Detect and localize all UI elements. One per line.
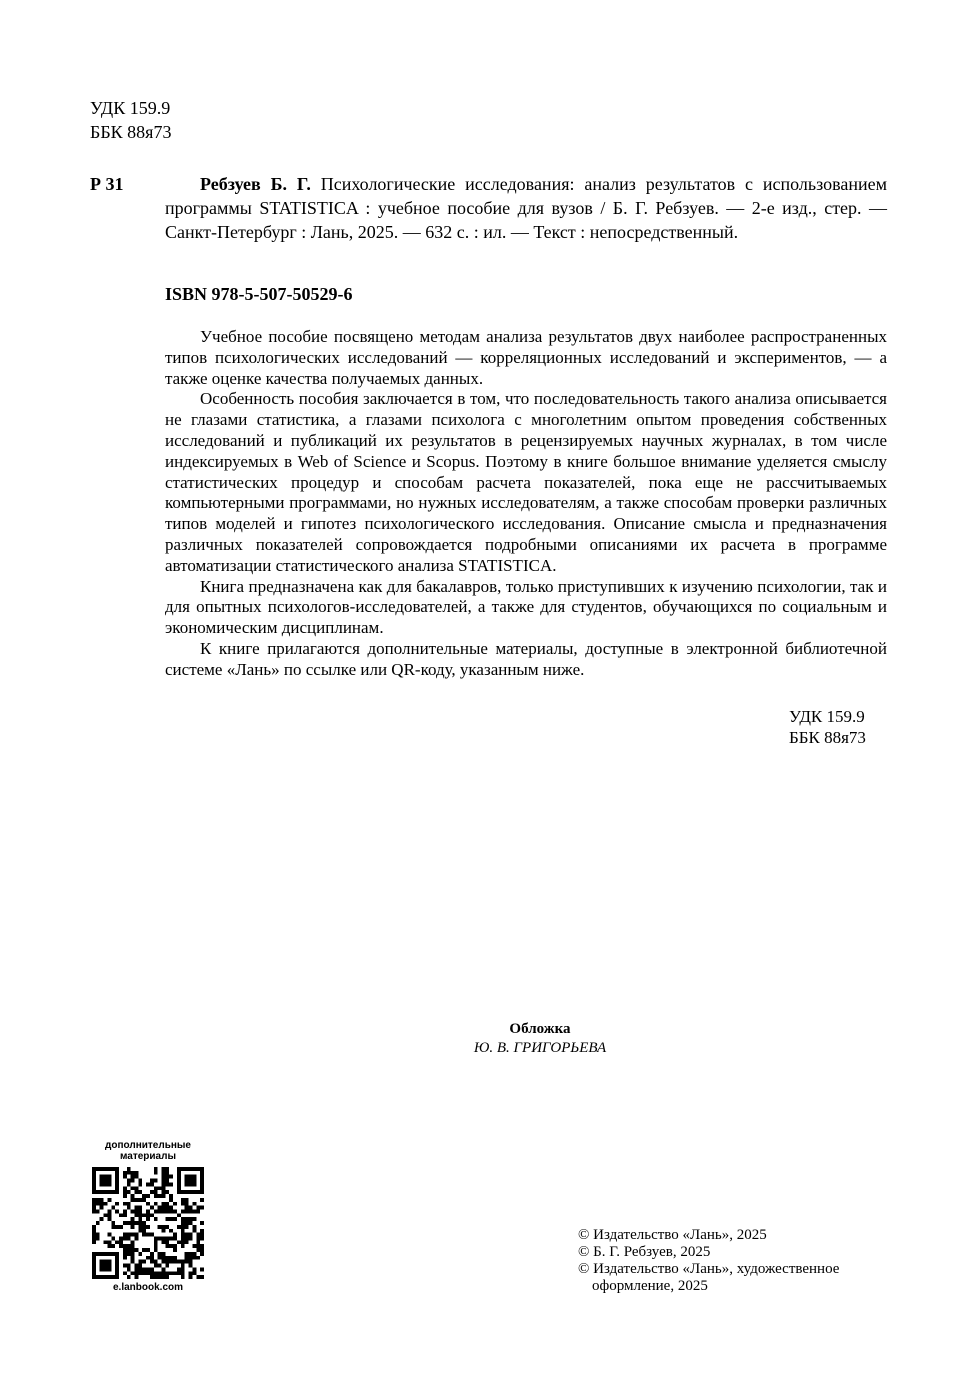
abstract-paragraph: Учебное пособие посвящено методам анализа результатов двух наиболее распространенных типов психологических исследований — корреляционных исследований и экспериментов, — а также оценке качества получаемых данных. [165, 327, 887, 388]
bibliographic-record [165, 172, 887, 244]
qr-caption: дополнительные материалы [105, 1140, 191, 1162]
qr-url[interactable]: e.lanbook.com [112, 1282, 183, 1293]
bibliographic-description: Психологические исследования: анализ результатов с использованием программы STATISTICA : учебное пособие для вузов / Б. Г. Ребзуев. — 2-е изд., стер. — Санкт-Петербург : Лань, 2025. — 632 с. : ил. — Текст : непосредственный. [165, 174, 887, 242]
udk-code: УДК 159.9 [90, 98, 171, 118]
abstract-paragraph: Книга предназначена как для бакалавров, только приступивших к изучению психологии, так и для опытных психологов-исследователей, а также для студентов, обучающихся по социальным и экономическим дисциплинам. [165, 576, 887, 638]
bbk-code: ББК 88я73 [90, 122, 172, 142]
abstract [165, 327, 887, 681]
abstract-paragraph: Особенность пособия заключается в том, что последовательность такого анализа описывается не глазами статистика, а глазами психолога с многолетним опытом проведения собственных исследований и публикаций их результатов в рецензируемых научных журналах, в том числе индексируемых в Web of Science и Scopus. Поэтому в книге большое внимание уделяется смыслу статистических процедур и способам расчета показателей, пока еще не рассчитываемых компьютерными программами, но нужных исследователям, а также способам проверки различных типов моделей и гипотез психологического исследования. Описание смысла и предназначения различных показателей сопровождается подробными описаниями их расчета в программе автоматизации статистического анализа STATISTICA. [165, 389, 887, 575]
qr-code-icon[interactable] [92, 1167, 204, 1279]
isbn: ISBN 978-5-507-50529-6 [165, 284, 353, 304]
abstract-paragraph: К книге прилагаются дополнительные материалы, доступные в электронной библиотечной системе «Лань» по ссылке или QR-коду, указанным ниже. [165, 638, 887, 679]
author-mark: Р 31 [90, 174, 124, 194]
header-classification [90, 96, 171, 144]
author-name: Ребзуев Б. Г. [200, 174, 311, 194]
copyright-line: © Издательство «Лань», 2025 [578, 1227, 767, 1243]
copyright-block [578, 1227, 888, 1295]
udk-code: УДК 159.9 [789, 707, 865, 726]
cover-designer-name: Ю. В. ГРИГОРЬЕВА [473, 1040, 607, 1056]
bbk-code: ББК 88я73 [789, 728, 866, 747]
footer-classification [789, 706, 866, 748]
copyright-line: © Издательство «Лань», художественное оформление, 2025 [578, 1261, 840, 1294]
copyright-line: © Б. Г. Ребзуев, 2025 [578, 1244, 711, 1260]
cover-credit [0, 1020, 976, 1058]
cover-credit-title: Обложка [509, 1021, 571, 1037]
